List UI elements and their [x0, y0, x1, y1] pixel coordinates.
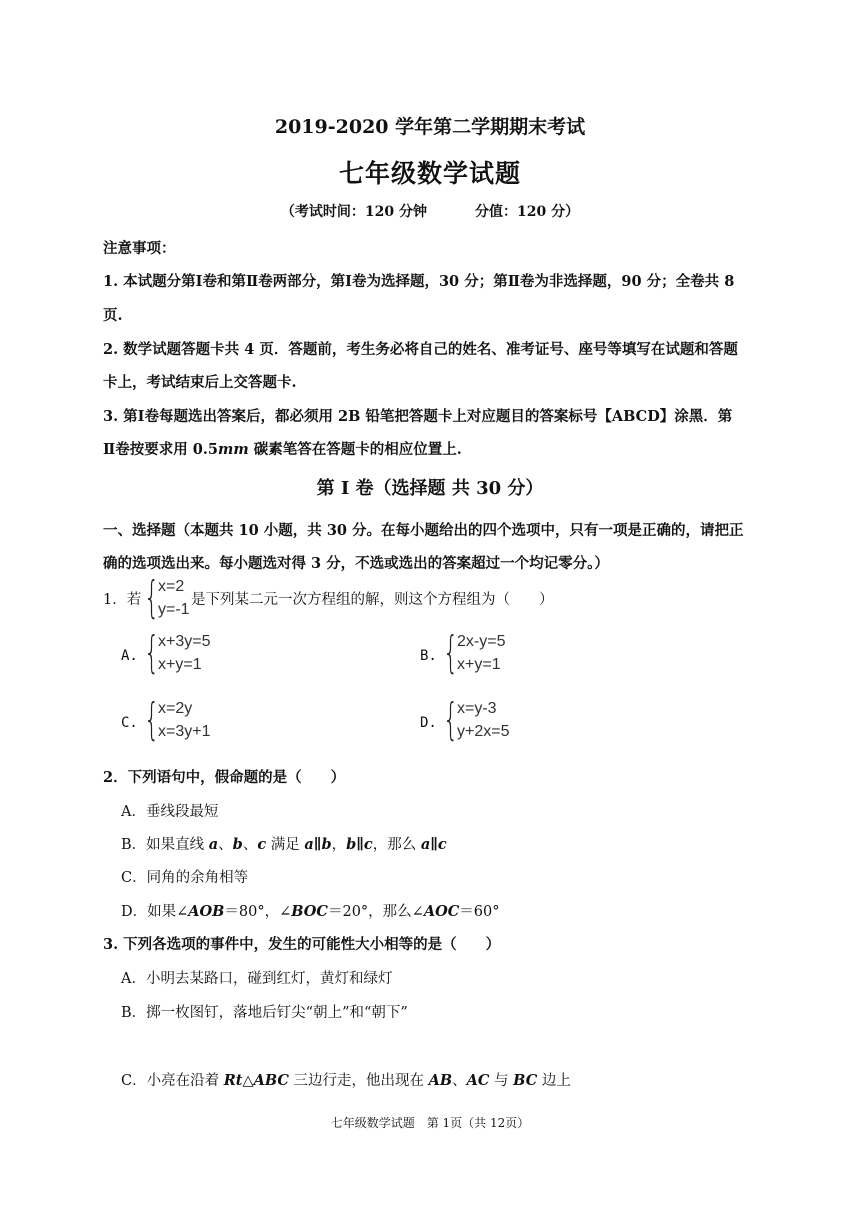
q2-option-b[interactable] — [121, 833, 447, 854]
q1-option-d-label[interactable]: D. — [420, 715, 437, 731]
note-3-text: Ⅱ卷按要求用 0.5 — [103, 441, 218, 458]
q1-b-eq-2: x+y=1 — [457, 656, 501, 673]
page-footer: 七年级数学试题 第 1页（共 12页） — [330, 1116, 530, 1130]
note-3-unit: mm — [218, 441, 249, 458]
note-2-line-1: 2. 数学试题答题卡共 4 页．答题前，考生务必将自己的姓名、准考证号、座号等填写在试题和答题 — [103, 341, 738, 358]
q2-d-angle-aoc: AOC — [423, 903, 460, 920]
note-1-line-1: 1. 本试题分第Ⅰ卷和第Ⅱ卷两部分，第Ⅰ卷为选择题，30 分；第Ⅱ卷为非选择题，90 分；全卷共 8 — [103, 273, 735, 290]
q2-b-var-a: a — [208, 836, 219, 853]
note-3-text-end: 碳素笔答在答题卡的相应位置上. — [248, 441, 462, 458]
exam-score: 分值：120 分） — [475, 204, 580, 220]
q1-d-eq-2: y+2x=5 — [457, 723, 510, 740]
q3-option-c[interactable] — [121, 1069, 571, 1090]
q2-option-a[interactable]: A．垂线段最短 — [121, 804, 219, 820]
q3-option-b[interactable]: B．掷一枚图钉，落地后钉尖“朝上”和“朝下” — [121, 1005, 408, 1021]
note-3-line-2 — [103, 438, 462, 459]
q3-option-a[interactable]: A．小明去某路口，碰到红灯，黄灯和绿灯 — [121, 971, 393, 987]
exam-title: 2019-2020 学年第二学期期末考试 — [274, 116, 586, 138]
q1-option-b-system[interactable] — [443, 627, 506, 678]
q2-d-angle-boc: BOC — [291, 903, 328, 920]
q2-stem: 2．下列语句中，假命题的是（ ） — [103, 769, 346, 786]
q2-b-parallel-2: b∥c — [346, 836, 373, 853]
q3-stem: 3. 下列各选项的事件中，发生的可能性大小相等的是（ ） — [103, 936, 501, 953]
q2-b-sep: ， — [331, 837, 347, 853]
q1-stem: 是下列某二元一次方程组的解，则这个方程组为（ ） — [191, 592, 554, 608]
q3-c-text: 边上 — [537, 1073, 571, 1089]
q1-option-d-system[interactable] — [443, 694, 510, 745]
note-2-line-2: 卡上，考试结束后上交答题卡. — [103, 374, 297, 391]
q2-d-text: ＝80°，∠ — [224, 904, 292, 920]
q1-option-b-label[interactable]: B. — [420, 648, 437, 664]
q2-b-parallel-3: a∥c — [420, 836, 447, 853]
q3-c-text: 三边行走，他出现在 — [288, 1073, 429, 1089]
section-intro-line-1: 一、选择题（本题共 10 小题，共 30 分。在每小题给出的四个选项中，只有一项是正确的，请把正 — [103, 522, 744, 539]
q2-d-text: D．如果∠ — [121, 904, 189, 920]
exam-time: （考试时间：120 分钟 — [280, 204, 427, 220]
q3-c-text: C．小亮在沿着 — [121, 1073, 224, 1089]
section-title: 第 I 卷（选择题 共 30 分） — [316, 478, 544, 499]
q3-c-sep: 、 — [452, 1073, 467, 1089]
notes-heading: 注意事项： — [103, 240, 176, 257]
q3-c-side-ac: AC — [466, 1072, 490, 1089]
brace-symbol: { — [144, 627, 160, 678]
section-intro-line-2: 确的选项选出来。每小题选对得 3 分，不选或选出的答案超过一个均记零分。） — [103, 555, 609, 572]
q1-given-system — [144, 572, 190, 623]
q1-b-eq-1: 2x-y=5 — [457, 633, 506, 650]
note-3-line-1: 3. 第Ⅰ卷每题选出答案后，都必须用 2B 铅笔把答题卡上对应题目的答案标号【ABCD】涂黑．第 — [103, 408, 733, 425]
q3-c-side-bc: BC — [513, 1072, 538, 1089]
q2-d-text: ＝60° — [459, 904, 500, 920]
q1-option-a-system[interactable] — [144, 627, 211, 678]
q2-b-parallel-1: a∥b — [304, 836, 332, 853]
q1-option-c-label[interactable]: C. — [121, 715, 138, 731]
q1-given-eq-1: x=2 — [158, 578, 185, 595]
q1-a-eq-1: x+3y=5 — [158, 633, 211, 650]
q2-b-var-b: b — [232, 836, 243, 853]
q2-b-text: B．如果直线 — [121, 837, 209, 853]
q2-b-sep: 、 — [218, 837, 233, 853]
q1-option-c-system[interactable] — [144, 694, 211, 745]
q2-b-text: 满足 — [266, 837, 305, 853]
q1-given-eq-2: y=-1 — [158, 601, 190, 618]
q1-prefix: 1．若 — [103, 592, 142, 608]
brace-symbol: { — [443, 694, 459, 745]
q1-option-a-label[interactable]: A. — [121, 648, 138, 664]
q2-b-sep: 、 — [242, 837, 258, 853]
brace-symbol: { — [443, 627, 459, 678]
q2-b-var-c: c — [257, 836, 267, 853]
q2-b-text: ，那么 — [372, 837, 421, 853]
paper-title: 七年级数学试题 — [338, 159, 521, 188]
q2-d-angle-aob: AOB — [188, 903, 225, 920]
q1-d-eq-1: x=y-3 — [457, 700, 497, 717]
q3-c-triangle: Rt△ABC — [223, 1072, 289, 1089]
q2-d-text: ＝20°，那么∠ — [327, 904, 424, 920]
q1-a-eq-2: x+y=1 — [158, 656, 202, 673]
q1-c-eq-1: x=2y — [158, 700, 193, 717]
brace-symbol: { — [144, 694, 160, 745]
exam-info — [0, 201, 860, 221]
q2-option-d[interactable] — [121, 900, 499, 921]
q3-c-side-ab: AB — [428, 1072, 453, 1089]
q3-c-text: 与 — [489, 1073, 514, 1089]
q2-option-c[interactable]: C．同角的余角相等 — [121, 870, 249, 886]
q1-c-eq-2: x=3y+1 — [158, 723, 211, 740]
brace-symbol: { — [144, 572, 160, 623]
note-1-line-2: 页. — [103, 307, 123, 324]
